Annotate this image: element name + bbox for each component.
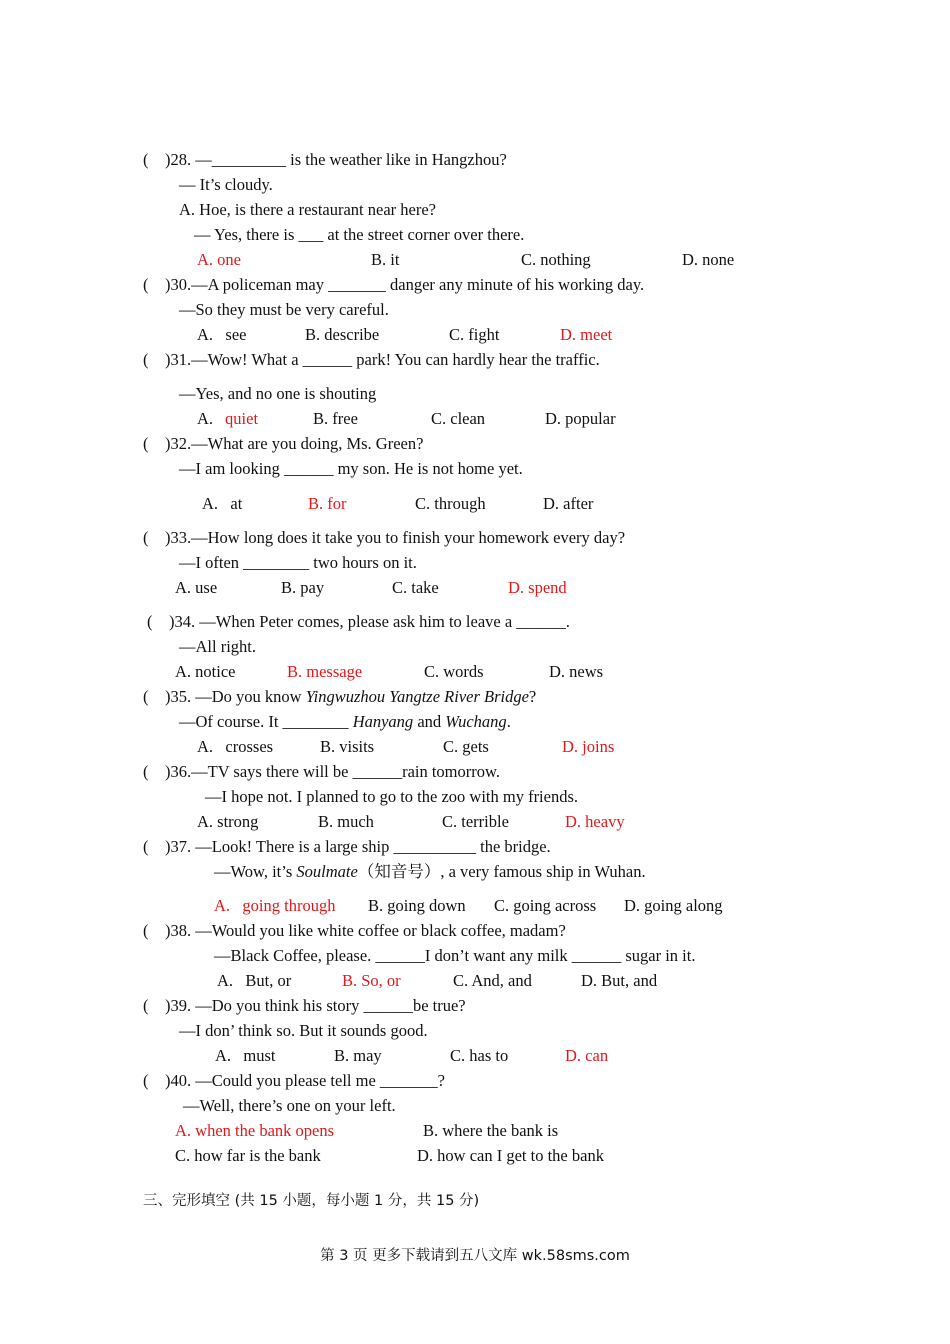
question-38-option-c: C. And, and <box>453 971 532 990</box>
question-38-option-b: B. So, or <box>342 971 401 990</box>
question-35-stem <box>143 687 536 707</box>
question-28-stem: ( )28. —_________ is the weather like in Hangzhou? <box>143 150 507 169</box>
question-34-option-d: D. news <box>549 662 604 681</box>
question-35-place-wuchang: Wuchang <box>445 712 507 731</box>
question-33-option-b: B. pay <box>281 578 325 597</box>
question-30-stem: ( )30.—A policeman may _______ danger any minute of his working day. <box>143 275 645 294</box>
question-32-option-c: C. through <box>415 494 486 513</box>
question-36-option-a: A. strong <box>197 812 259 831</box>
question-28-option-a: A. one <box>197 250 241 269</box>
question-37-ship-name: Soulmate <box>296 862 358 881</box>
question-33-stem: ( )33.—How long does it take you to finish your homework every day? <box>143 528 626 547</box>
question-32-reply: —I am looking ______ my son. He is not home yet. <box>179 459 523 478</box>
question-39-option-a: A. must <box>215 1046 276 1065</box>
question-28-reply: — It’s cloudy. <box>179 175 273 194</box>
page-footer: 第 3 页 更多下载请到五八文库 wk.58sms.com <box>320 1248 630 1264</box>
question-37-stem: ( )37. —Look! There is a large ship __________ the bridge. <box>143 837 551 856</box>
question-37-option-a: A. going through <box>214 896 336 915</box>
question-40-stem: ( )40. —Could you please tell me _______? <box>143 1071 445 1090</box>
question-30-option-d: D. meet <box>560 325 613 344</box>
question-35-option-a: A. crosses <box>197 737 274 756</box>
question-40-reply: —Well, there’s one on your left. <box>183 1096 396 1115</box>
question-35-reply-end: . <box>506 712 511 731</box>
question-33-option-a: A. use <box>175 578 218 597</box>
question-38-reply: —Black Coffee, please. ______I don’t want any milk ______ sugar in it. <box>214 946 696 965</box>
question-35-reply-text: —Of course. It ________ <box>179 712 353 731</box>
question-31-option-d: D. popular <box>545 409 616 428</box>
question-35-stem-end: ? <box>528 687 537 706</box>
section-heading: 三、完形填空 (共 15 小题，每小题 1 分，共 15 分) <box>143 1193 480 1209</box>
question-34-option-a: A. notice <box>175 662 236 681</box>
question-39-reply: —I don’ think so. But it sounds good. <box>179 1021 428 1040</box>
question-35-reply <box>179 712 511 732</box>
question-32-option-d: D. after <box>543 494 594 513</box>
question-37-option-c: C. going across <box>494 896 597 915</box>
question-33-reply: —I often ________ two hours on it. <box>179 553 417 572</box>
question-39-option-b: B. may <box>334 1046 382 1065</box>
question-31-option-a-label: A. <box>197 409 214 428</box>
question-34-stem: ( )34. —When Peter comes, please ask him to leave a ______. <box>147 612 570 631</box>
question-36-option-d: D. heavy <box>565 812 625 831</box>
question-37-option-d: D. going along <box>624 896 723 915</box>
question-32-stem: ( )32.—What are you doing, Ms. Green? <box>143 434 424 453</box>
question-38-option-a: A. But, or <box>217 971 292 990</box>
question-31-option-a <box>197 409 258 429</box>
question-34-option-b: B. message <box>287 662 363 681</box>
question-28-subreply: — Yes, there is ___ at the street corner over there. <box>194 225 525 244</box>
question-36-stem: ( )36.—TV says there will be ______rain tomorrow. <box>143 762 500 781</box>
question-31-option-c: C. clean <box>431 409 486 428</box>
question-39-stem: ( )39. —Do you think his story ______be true? <box>143 996 466 1015</box>
question-35-place-hanyang: Hanyang <box>352 712 414 731</box>
question-36-reply: —I hope not. I planned to go to the zoo with my friends. <box>205 787 579 806</box>
question-35-option-c: C. gets <box>443 737 489 756</box>
question-40-option-d: D. how can I get to the bank <box>417 1146 604 1165</box>
question-33-option-d: D. spend <box>508 578 567 597</box>
question-28-option-b: B. it <box>371 250 400 269</box>
question-28-subquestion: A. Hoe, is there a restaurant near here? <box>179 200 436 219</box>
question-35-option-d: D. joins <box>562 737 615 756</box>
question-34-option-c: C. words <box>424 662 484 681</box>
question-40-option-c: C. how far is the bank <box>175 1146 321 1165</box>
question-35-bridge-name: Yingwuzhou Yangtze River Bridge <box>305 687 529 706</box>
question-30-reply: —So they must be very careful. <box>179 300 389 319</box>
question-28-option-d: D. none <box>682 250 735 269</box>
question-31-option-b: B. free <box>313 409 358 428</box>
question-30-option-b: B. describe <box>305 325 380 344</box>
question-36-option-c: C. terrible <box>442 812 509 831</box>
question-37-reply-end: , a very famous ship in Wuhan. <box>440 862 646 881</box>
question-36-option-b: B. much <box>318 812 374 831</box>
question-40-option-b: B. where the bank is <box>423 1121 559 1140</box>
question-31-option-a-answer: quiet <box>225 409 259 428</box>
question-37-option-b: B. going down <box>368 896 466 915</box>
question-37-ship-chinese-name: （知音号） <box>357 862 441 881</box>
question-30-option-c: C. fight <box>449 325 500 344</box>
question-32-option-a: A. at <box>202 494 243 513</box>
question-31-stem: ( )31.—Wow! What a ______ park! You can hardly hear the traffic. <box>143 350 600 369</box>
question-35-reply-and: and <box>413 712 446 731</box>
question-35-stem-text: ( )35. —Do you know <box>143 687 306 706</box>
question-38-option-d: D. But, and <box>581 971 658 990</box>
question-39-option-c: C. has to <box>450 1046 509 1065</box>
question-34-reply: —All right. <box>179 637 256 656</box>
question-35-option-b: B. visits <box>320 737 375 756</box>
question-28-option-c: C. nothing <box>521 250 591 269</box>
question-31-reply: —Yes, and no one is shouting <box>179 384 377 403</box>
question-37-reply-text: —Wow, it’s <box>214 862 297 881</box>
question-39-option-d: D. can <box>565 1046 609 1065</box>
question-40-option-a: A. when the bank opens <box>175 1121 335 1140</box>
question-30-option-a: A. see <box>197 325 247 344</box>
question-38-stem: ( )38. —Would you like white coffee or black coffee, madam? <box>143 921 566 940</box>
question-33-option-c: C. take <box>392 578 439 597</box>
question-32-option-b: B. for <box>308 494 347 513</box>
question-37-reply <box>214 862 646 882</box>
